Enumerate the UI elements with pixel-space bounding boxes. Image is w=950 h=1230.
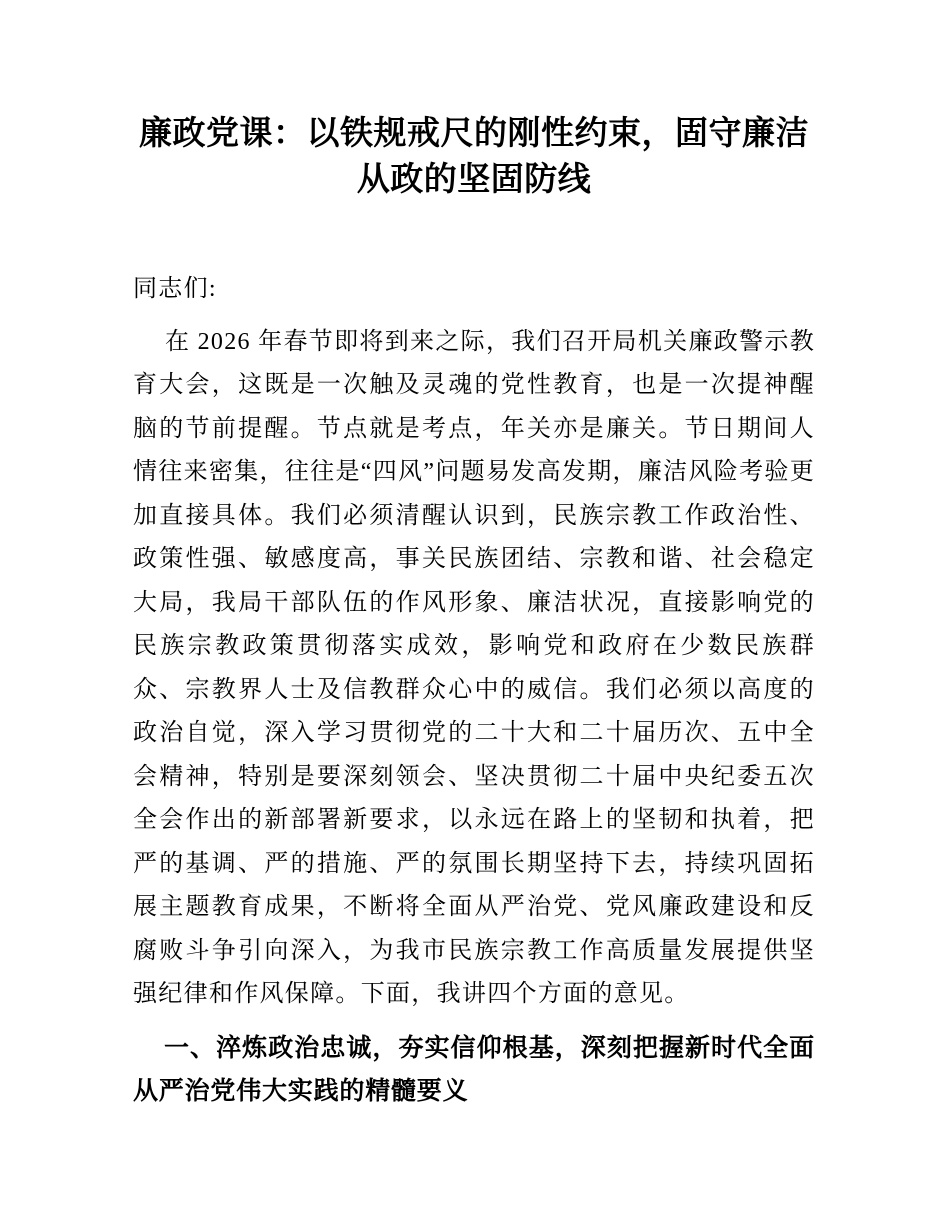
title-line-1: 廉政党课：以铁规戒尺的刚性约束，固守廉洁	[139, 116, 809, 152]
body-paragraph: 在 2026 年春节即将到来之际，我们召开局机关廉政警示教育大会，这既是一次触及灵魂的党性教育，也是一次提神醒脑的节前提醒。节点就是考点，年关亦是廉关。节日期间人情往来密集，往往是“四风”问题易发高发期，廉洁风险考验更加直接具体。我们必须清醒认识到，民族宗教工作政治性、政策性强、敏感度高，事关民族团结、宗教和谐、社会稳定大局，我局干部队伍的作风形象、廉洁状况，直接影响党的民族宗教政策贯彻落实成效，影响党和政府在少数民族群众、宗教界人士及信教群众心中的威信。我们必须以高度的政治自觉，深入学习贯彻党的二十大和二十届历次、五中全会精神，特别是要深刻领会、坚决贯彻二十届中央纪委五次全会作出的新部署新要求，以永远在路上的坚韧和执着，把严的基调、严的措施、严的氛围长期坚持下去，持续巩固拓展主题教育成果，不断将全面从严治党、党风廉政建设和反腐败斗争引向深入，为我市民族宗教工作高质量发展提供坚强纪律和作风保障。下面，我讲四个方面的意见。	[133, 328, 815, 1007]
section-heading-1: 一、淬炼政治忠诚，夯实信仰根基，深刻把握新时代全面从严治党伟大实践的精髓要义	[133, 1033, 815, 1105]
salutation: 同志们:	[133, 276, 217, 302]
document-content	[133, 0, 815, 1114]
document-title	[133, 111, 815, 203]
title-line-2: 从政的坚固防线	[356, 162, 592, 198]
